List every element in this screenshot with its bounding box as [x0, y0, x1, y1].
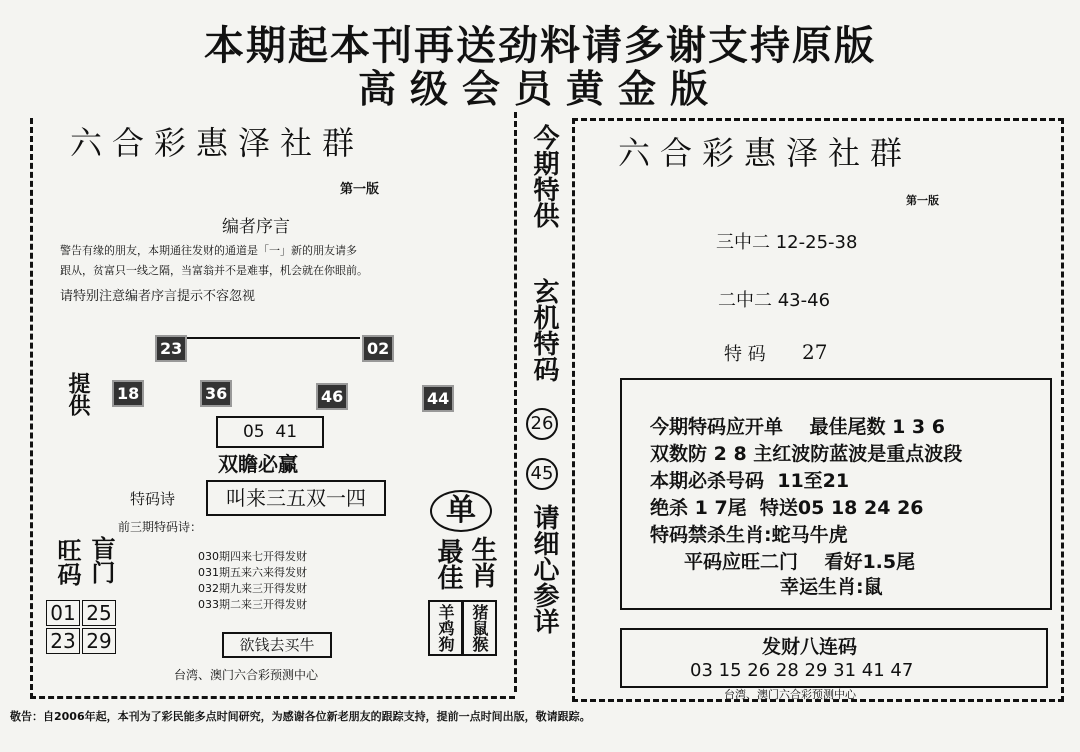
animals-box-2: 猪鼠猴 [462, 600, 497, 656]
prediction-line: 特码禁杀生肖:蛇马牛虎 [650, 524, 848, 546]
dan-circle: 单 [430, 490, 492, 532]
grid-number: 25 [82, 600, 116, 626]
left-footer: 台湾、澳门六合彩预测中心 [174, 668, 319, 682]
er-zhong-er: 二中二 43-46 [718, 290, 831, 311]
number-ball: 23 [155, 335, 187, 362]
left-title: 六合彩惠泽社群 [70, 124, 365, 162]
number-ball: 02 [362, 335, 394, 362]
grid-number: 01 [46, 600, 80, 626]
bottom-note: 敬告：自2006年起，本刊为了彩民能多点时间研究，为感谢各位新老朋友的跟踪支持，提前一点时间出版，敬请跟踪。 [10, 710, 591, 723]
divider-line [180, 337, 360, 339]
grid-number: 23 [46, 628, 80, 654]
notice-text: 请特别注意编者序言提示不容忽视 [60, 289, 256, 304]
poem-box: 叫来三五双一四 [206, 480, 386, 516]
prediction-line: 幸运生肖:鼠 [780, 576, 883, 598]
prediction-line: 绝杀 1 7尾 特送05 18 24 26 [650, 497, 924, 519]
prediction-line: 本期必杀号码 11至21 [650, 470, 850, 492]
grid-number: 29 [82, 628, 116, 654]
prev-poem: 032期九来三开得发财 [198, 582, 307, 595]
special-number: 26 [526, 408, 558, 440]
header-line-2: 高级会员黄金版 [357, 67, 722, 111]
pair-box: 05 41 [216, 416, 324, 448]
preface-line-1: 警告有缘的朋友，本期通往发财的通道是「一」新的朋友请多 [60, 244, 357, 257]
mang-men-label: 盲门 [87, 536, 115, 584]
preface-title: 编者序言 [222, 217, 290, 237]
middle-divider [514, 112, 517, 692]
number-ball: 44 [422, 385, 454, 412]
fortune-title: 发财八连码 [762, 636, 858, 658]
te-ma-value: 27 [802, 340, 828, 364]
preface-line-2: 跟从，贫富只一线之隔，当富翁并不是难事，机会就在你眼前。 [60, 264, 368, 277]
fortune-numbers: 03 15 26 28 29 31 41 47 [690, 660, 914, 681]
prediction-line: 双数防 2 8 主红波防蓝波是重点波段 [650, 443, 963, 465]
middle-text-2: 玄机特码 [529, 278, 559, 382]
number-ball: 36 [200, 380, 232, 407]
prediction-line: 今期特码应开单 最佳尾数 1 3 6 [650, 416, 945, 438]
prev-poem: 033期二来三开得发财 [198, 598, 307, 611]
san-zhong-er: 三中二 12-25-38 [716, 232, 858, 253]
shengxiao-label: 生肖 [467, 536, 497, 588]
wang-ma-label: 旺码 [53, 538, 81, 586]
animals-box-1: 羊鸡狗 [428, 600, 463, 656]
right-footer: 台湾、澳门六合彩预测中心 [724, 688, 856, 701]
right-title: 六合彩惠泽社群 [618, 134, 913, 172]
prev-poem: 031期五来六来得发财 [198, 566, 307, 579]
prediction-line: 平码应旺二门 看好1.5尾 [684, 551, 916, 573]
number-ball: 18 [112, 380, 144, 407]
right-edition: 第一版 [906, 194, 939, 207]
left-edition: 第一版 [340, 182, 380, 197]
special-number: 45 [526, 458, 558, 490]
header-line-1: 本期起本刊再送劲料请多谢支持原版 [204, 23, 876, 69]
prev-poems-label: 前三期特码诗： [118, 520, 203, 534]
provide-label: 提供 [65, 372, 90, 416]
te-ma-label: 特 码 [724, 344, 766, 365]
win-text: 双瞻必赢 [218, 452, 298, 476]
buy-box: 欲钱去买牛 [222, 632, 332, 658]
best-label: 最佳 [433, 538, 463, 590]
prev-poem: 030期四来七开得发财 [198, 550, 307, 563]
middle-text-1: 今期特供 [529, 124, 559, 228]
middle-text-3: 请细心参详 [529, 504, 559, 634]
number-ball: 46 [316, 383, 348, 410]
poem-label: 特码诗 [130, 490, 176, 508]
